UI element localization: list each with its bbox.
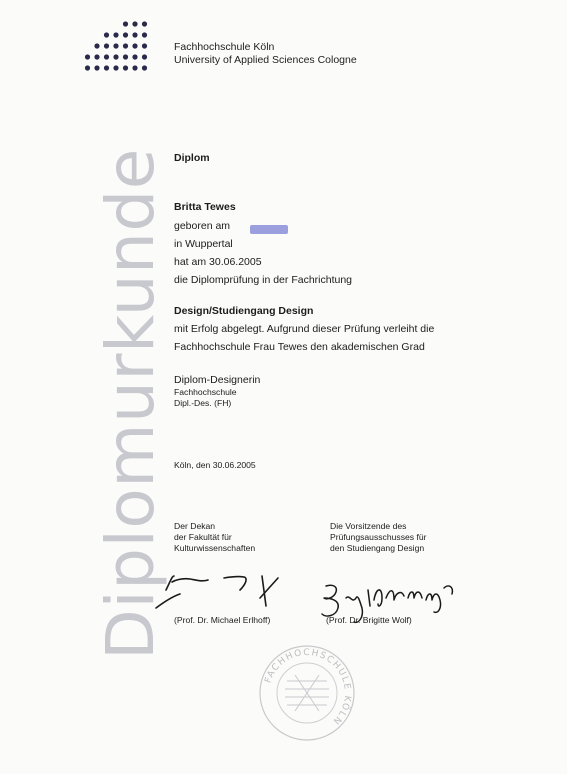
- university-seal: [257, 643, 357, 743]
- institution-name-en: University of Applied Sciences Cologne: [174, 54, 357, 66]
- logo-dot: [123, 54, 128, 59]
- logo-dot: [132, 65, 137, 70]
- right-signatory-line-2: Prüfungsausschusses für: [330, 532, 427, 542]
- left-signatory-line-2: der Fakultät für: [174, 532, 232, 542]
- logo-dot: [142, 54, 147, 59]
- logo-dot: [142, 43, 147, 48]
- right-signatory-line-1: Die Vorsitzende des: [330, 521, 407, 531]
- logo-dot: [123, 43, 128, 48]
- birthplace: in Wuppertal: [174, 238, 233, 250]
- logo-dot: [113, 32, 118, 37]
- logo-dot: [85, 54, 90, 59]
- right-signatory-name: (Prof. Dr. Brigitte Wolf): [326, 615, 412, 625]
- recipient-name: Britta Tewes: [174, 201, 236, 213]
- left-signatory-line-3: Kulturwissenschaften: [174, 543, 256, 553]
- field-of-study: Design/Studiengang Design: [174, 305, 314, 317]
- exam-line: die Diplomprüfung in der Fachrichtung: [174, 274, 353, 286]
- place-date: Köln, den 30.06.2005: [174, 460, 256, 470]
- seal-text: FACHHOCHSCHULE KÖLN: [263, 647, 353, 727]
- right-signatory-line-3: den Studiengang Design: [330, 543, 425, 553]
- logo-dot: [113, 43, 118, 48]
- left-signatory-name: (Prof. Dr. Michael Erlhoff): [174, 615, 271, 625]
- degree-title: Diplom-Designerin: [174, 374, 261, 386]
- svg-text:FACHHOCHSCHULE KÖLN: [263, 648, 352, 727]
- result-line-1: mit Erfolg abgelegt. Aufgrund dieser Prüfung verleiht die: [174, 323, 435, 335]
- degree-sub-2: Dipl.-Des. (FH): [174, 398, 232, 408]
- degree-sub-1: Fachhochschule: [174, 387, 237, 397]
- logo-dot: [104, 32, 109, 37]
- born-label: geboren am: [174, 220, 231, 232]
- university-logo: [70, 16, 160, 76]
- logo-dot: [94, 54, 99, 59]
- logo-dot: [142, 21, 147, 26]
- signature-left: [150, 568, 300, 616]
- exam-date-line: hat am 30.06.2005: [174, 256, 262, 268]
- logo-dot: [85, 65, 90, 70]
- logo-dot: [104, 54, 109, 59]
- logo-dot: [132, 21, 137, 26]
- logo-dot: [113, 54, 118, 59]
- result-line-2: Fachhochschule Frau Tewes den akademischen Grad: [174, 341, 425, 353]
- institution-name-de: Fachhochschule Köln: [174, 41, 275, 53]
- logo-dot: [94, 43, 99, 48]
- logo-dot: [123, 32, 128, 37]
- logo-dot: [94, 65, 99, 70]
- logo-dot: [142, 32, 147, 37]
- redacted-birthdate: [250, 225, 288, 234]
- logo-dot: [113, 65, 118, 70]
- logo-dot: [142, 65, 147, 70]
- document-heading: Diplom: [174, 152, 210, 164]
- logo-dot: [132, 54, 137, 59]
- vertical-title: Diplomurkunde: [92, 148, 169, 660]
- logo-dot: [104, 43, 109, 48]
- logo-dot: [104, 65, 109, 70]
- logo-dot: [132, 32, 137, 37]
- logo-dot: [123, 21, 128, 26]
- institution-name: [174, 41, 357, 67]
- logo-dot: [123, 65, 128, 70]
- left-signatory-line-1: Der Dekan: [174, 521, 216, 531]
- logo-dot: [132, 43, 137, 48]
